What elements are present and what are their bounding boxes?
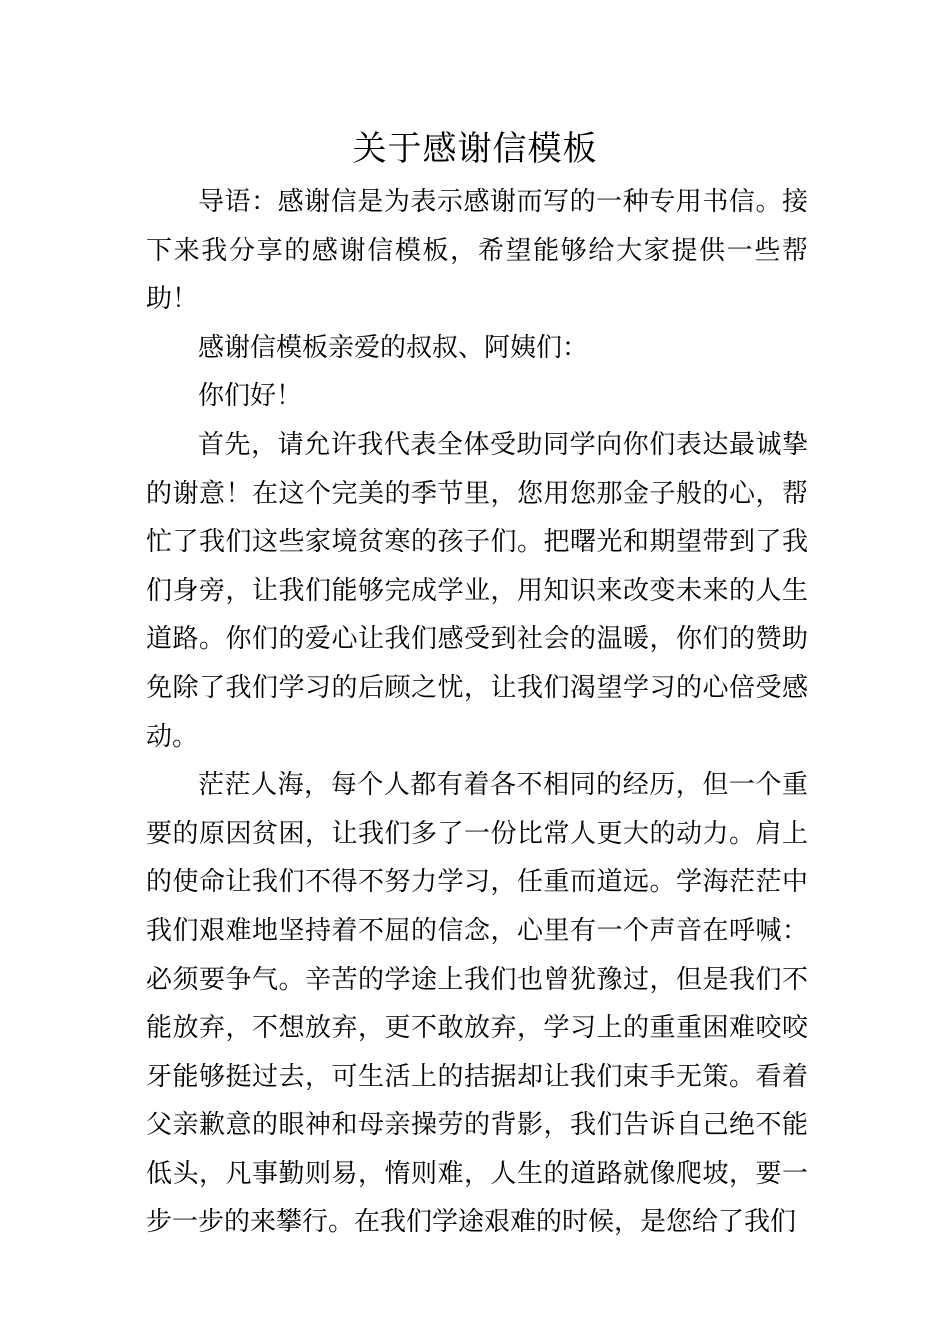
paragraph-salutation: 感谢信模板亲爱的叔叔、阿姨们： bbox=[198, 332, 589, 363]
paragraph-story: 茫茫人海，每个人都有着各不相同的经历，但一个重要的原因贫困，让我们多了一份比常人更大的动力。肩上的使命让我们不得不努力学习，任重而道远。学海茫茫中我们艰难地坚持着不屈的信念，心里有一个声音在呼喊：必须要争气。辛苦的学途上我们也曾犹豫过，但是我们不能放弃，不想放弃，更不敢放弃，学习上的重重困难咬咬牙能够挺过去，可生活上的拮据却让我们束手无策。看着父亲歉意的眼神和母亲操劳的背影，我们告诉自己绝不能低头，凡事勤则易，惰则难，人生的道路就像爬坡，要一步一步的来攀行。在我们学途艰难的时候，是您给了我们 bbox=[146, 770, 808, 1238]
paragraph-greeting: 你们好！ bbox=[198, 381, 303, 412]
paragraph-intro: 导语：感谢信是为表示感谢而写的一种专用书信。接下来我分享的感谢信模板，希望能够给大家提供一些帮助！ bbox=[146, 187, 808, 315]
document-title: 关于感谢信模板 bbox=[352, 129, 598, 169]
document-body bbox=[146, 178, 808, 1247]
paragraph-thanks: 首先，请允许我代表全体受助同学向你们表达最诚挚的谢意！在这个完美的季节里，您用您那金子般的心，帮忙了我们这些家境贫寒的孩子们。把曙光和期望带到了我们身旁，让我们能够完成学业，用知识来改变未来的人生道路。你们的爱心让我们感受到社会的温暖，你们的赞助免除了我们学习的后顾之忧，让我们渴望学习的心倍受感动。 bbox=[146, 429, 808, 752]
